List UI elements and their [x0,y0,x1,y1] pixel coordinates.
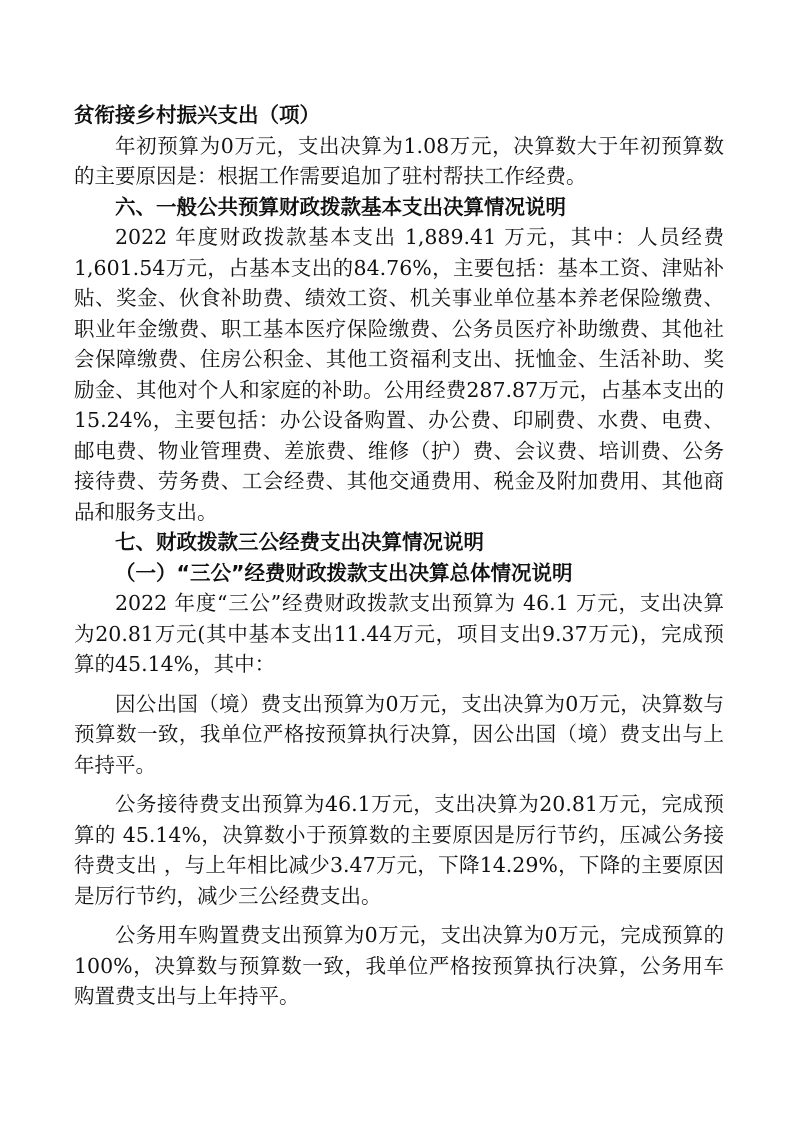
abroad-paragraph: 因公出国（境）费支出预算为0万元，支出决算为0万元，决算数与预算数一致，我单位严格按预算执行决算，因公出国（境）费支出与上年持平。 [74,691,724,777]
vehicle-paragraph: 公务用车购置费支出预算为0万元，支出决算为0万元，完成预算的 100%，决算数与预算数一致，我单位严格按预算执行决算，公务用车购置费支出与上年持平。 [74,923,724,1008]
section6-paragraph: 2022 年度财政拨款基本支出 1,889.41 万元，其中：人员经费1,601.54万元，占基本支出的84.76%，主要包括：基本工资、津贴补贴、奖金、伙食补助费、绩效工资、机关事业单位基本养老保险缴费、职业年金缴费、职工基本医疗保险缴费、公务员医疗补助缴费、其他社会保障缴费、住房公积金、其他工资福利支出、抚恤金、生活补助、奖励金、其他对个人和家庭的补助。公用经费287.87万元，占基本支出的 15.24%，主要包括：办公设备购置、办公费、印刷费、水费、电费、邮电费、物业管理费、差旅费、维修（护）费、会议费、培训费、公务接待费、劳务费、工会经费、其他交通费用、税金及附加费用、其他商品和服务支出。 [74,225,724,524]
section7-heading: 七、财政拨款三公经费支出决算情况说明 [115,530,484,554]
section6-heading: 六、一般公共预算财政拨款基本支出决算情况说明 [115,194,566,219]
sub1-paragraph: 2022 年度“三公”经费财政拨款支出预算为 46.1 万元，支出决算为20.81万元(其中基本支出11.44万元，项目支出9.37万元)，完成预算的45.14%，其中： [74,591,724,676]
sub1-heading: （一）“三公”经费财政拨款支出决算总体情况说明 [115,560,573,585]
reception-paragraph: 公务接待费支出预算为46.1万元，支出决算为20.81万元，完成预算的 45.14%，决算数小于预算数的主要原因是厉行节约，压减公务接待费支出 ，与上年相比减少3.47万元，下降14.29%，下降的主要原因是厉行节约，减少三公经费支出。 [74,792,724,908]
document-page [74,100,724,1012]
item-heading: 贫衔接乡村振兴支出（项） [74,103,320,127]
item-paragraph: 年初预算为0万元，支出决算为1.08万元，决算数大于年初预算数的主要原因是：根据工作需要追加了驻村帮扶工作经费。 [74,133,724,188]
